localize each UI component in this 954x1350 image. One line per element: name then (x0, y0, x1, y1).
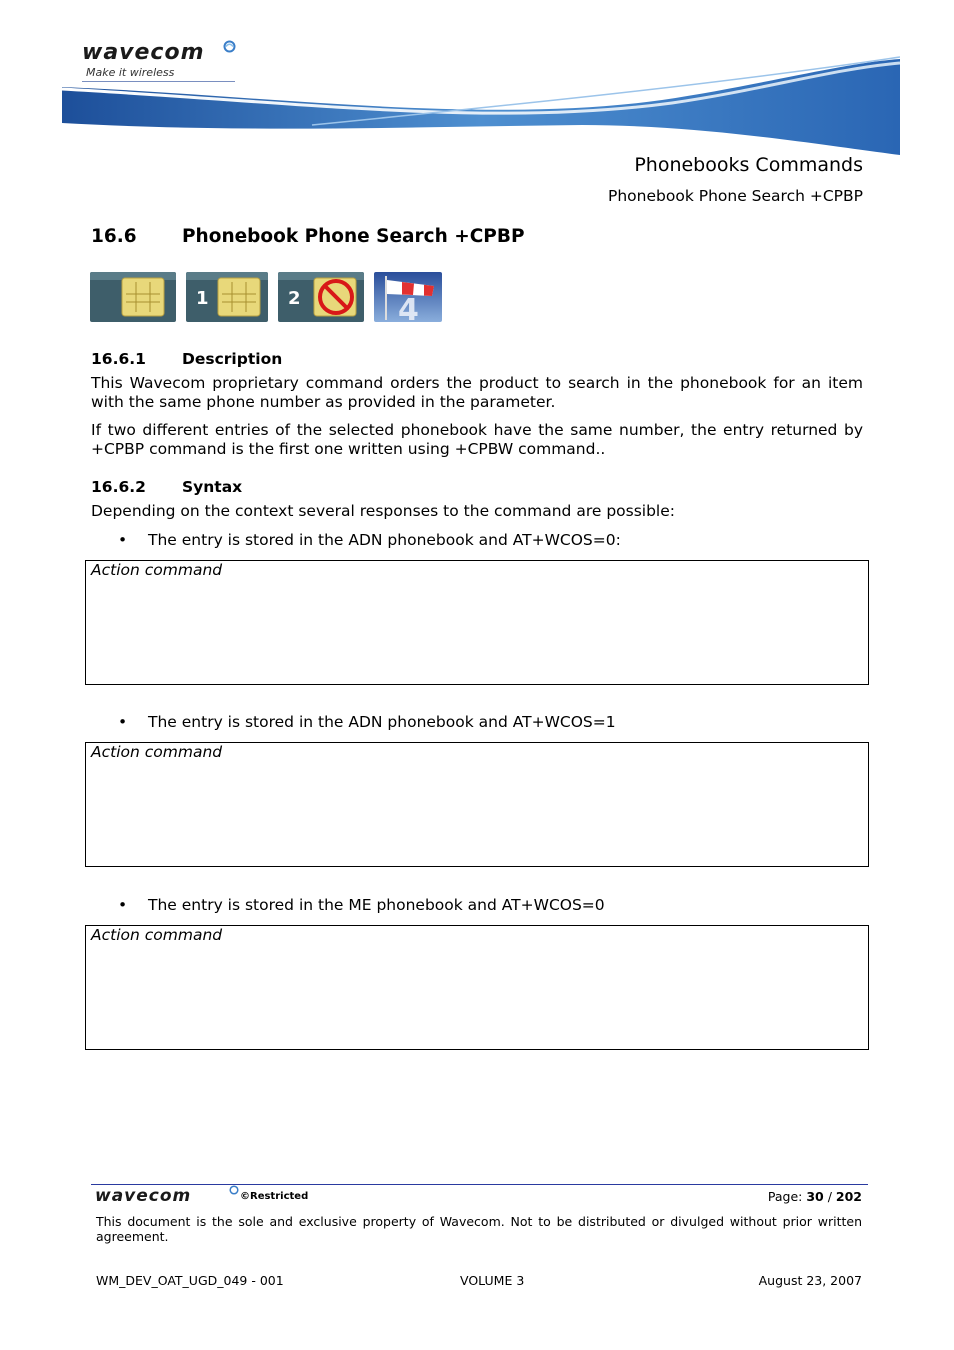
page-separator: / (823, 1189, 836, 1204)
page-label: Page: (767, 1189, 807, 1204)
bullet-marker: • (118, 896, 128, 914)
syntax-number: 16.6.2 (91, 478, 146, 496)
action-command-label: Action command (91, 743, 223, 761)
confidentiality-notice: This document is the sole and exclusive property of Wavecom. Not to be distributed or divulged without prior written agreement. (96, 1214, 862, 1244)
description-heading: Description (182, 350, 283, 368)
volume-label: VOLUME 3 (460, 1273, 525, 1288)
wavecom-logo: wavecom (82, 40, 205, 65)
action-command-box-1 (85, 560, 869, 685)
chapter-title: Phonebooks Commands (634, 154, 863, 176)
logo-swirl-icon (223, 40, 236, 53)
description-paragraph-2: If two different entries of the selected phonebook have the same number, the entry returned by +CPBP command is the first one written using +CPBW command.. (91, 421, 863, 458)
sim-1-icon (186, 272, 268, 322)
logo-tagline: Make it wireless (86, 66, 175, 79)
document-id: WM_DEV_OAT_UGD_049 - 001 (96, 1273, 284, 1288)
sim-card-icon (90, 272, 176, 322)
page-current: 30 (806, 1189, 824, 1204)
syntax-case-1: The entry is stored in the ADN phonebook and AT+WCOS=0: (148, 531, 621, 549)
action-command-box-3 (85, 925, 869, 1050)
section-reference: Phonebook Phone Search +CPBP (608, 187, 863, 205)
action-command-label: Action command (91, 926, 223, 944)
svg-text:2: 2 (288, 288, 301, 309)
footer-logo-swirl-icon (229, 1185, 239, 1195)
svg-text:1: 1 (196, 288, 209, 309)
description-number: 16.6.1 (91, 350, 146, 368)
action-command-box-2 (85, 742, 869, 867)
restricted-label: ©Restricted (240, 1191, 309, 1202)
syntax-heading: Syntax (182, 478, 243, 496)
footer-rule (91, 1184, 868, 1185)
bullet-marker: • (118, 531, 128, 549)
page-indicator (768, 1189, 862, 1204)
windsock-4-icon (374, 272, 442, 322)
svg-text:4: 4 (398, 293, 419, 322)
header-wave-banner (62, 55, 900, 155)
syntax-case-2: The entry is stored in the ADN phonebook and AT+WCOS=1 (148, 713, 616, 731)
bullet-marker: • (118, 713, 128, 731)
syntax-intro: Depending on the context several responses to the command are possible: (91, 502, 675, 520)
description-paragraph-1: This Wavecom proprietary command orders the product to search in the phonebook for an item with the same phone number as provided in the parameter. (91, 374, 863, 411)
footer-wavecom-logo: wavecom (95, 1186, 192, 1206)
sim-2-forbidden-icon (278, 272, 364, 322)
section-number: 16.6 (91, 226, 137, 247)
action-command-label: Action command (91, 561, 223, 579)
page-total: 202 (835, 1189, 862, 1204)
section-title: Phonebook Phone Search +CPBP (182, 226, 525, 247)
syntax-case-3: The entry is stored in the ME phonebook and AT+WCOS=0 (148, 896, 605, 914)
document-date: August 23, 2007 (758, 1273, 862, 1288)
